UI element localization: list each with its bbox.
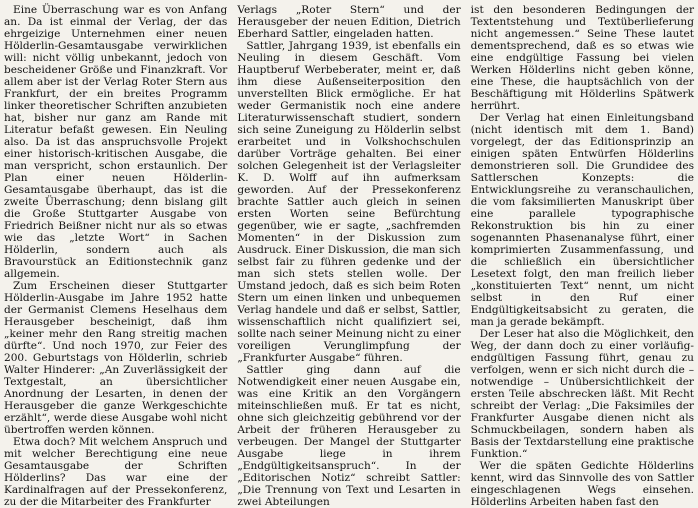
paragraph-continued: ist den besonderen Bedingungen der Textentstehung und Textüberlieferung nicht angemessen.“ Seine These lautet dementsprechend, daß es so etwas wie eine endgültige Fassung bei vielen Werken Hölderlins nicht geben könne, eine These, die hauptsächlich von der Beschäftigung mit Hölderlins Spätwerk herrührt. xyxy=(470,4,694,112)
paragraph: Eine Überraschung war es von Anfang an. Da ist einmal der Verlag, der das ehrgeizige Unternehmen einer neuen Hölderlin-Gesamtausgabe verwirklichen will: nicht völlig unbekannt, jedoch von bescheidener Größe und Finanzkraft. Vor allem aber ist der Verlag Roter Stern aus Frankfurt, der ein breites Programm linker theoretischer Schriften anzubieten hat, bisher nur ganz am Rande mit Literatur befaßt gewesen. Ein Neuling also. Da ist das anspruchsvolle Projekt einer historisch-kritischen Ausgabe, die man verspricht, schon erstaunlich. Der Plan einer neuen Hölderlin-Gesamtausgabe überhaupt, das ist die zweite Überraschung; denn bislang gilt die Große Stuttgarter Ausgabe von Friedrich Beißner nicht nur als so etwas wie das „letzte Wort“ in Sachen Hölderlin, sondern auch als Bravourstück an Editionstechnik ganz allgemein. xyxy=(4,4,228,280)
paragraph-continued: Verlags „Roter Stern“ und der Herausgeber der neuen Edition, Dietrich Eberhard Sattler, eingeladen hatten. xyxy=(237,4,461,40)
article-column-3 xyxy=(470,4,694,508)
paragraph: Sattler ging dann auf die Notwendigkeit einer neuen Ausgabe ein, was eine Kritik an den Vorgängern miteinschließen muß. Er tat es nicht, ohne sich gleichzeitig gebührend vor der Arbeit der früheren Herausgeber zu verbeugen. Der Mangel der Stuttgarter Ausgabe liege in ihrem „Endgültigkeitsanspruch“. In der „Editorischen Notiz“ schreibt Sattler: „Die Trennung von Text und Lesarten in zwei Abteilungen xyxy=(237,364,461,508)
article-column-1 xyxy=(4,4,228,508)
paragraph: Sattler, Jahrgang 1939, ist ebenfalls ein Neuling in diesem Geschäft. Vom Hauptberuf Werbeberater, meint er, daß ihm diese Außenseiterposition den unverstellten Blick ermögliche. Er hat weder Germanistik noch eine andere Literaturwissenschaft studiert, sondern sich seine Zuneigung zu Hölderlin selbst erarbeitet und in Volkshochschulen darüber Vorträge gehalten. Bei einer solchen Gelegenheit ist der Verlagsleiter K. D. Wolff auf ihn aufmerksam geworden. Auf der Pressekonferenz brachte Sattler auch gleich in seinen ersten Worten seine Befürchtung gegenüber, wie er sagte, „sachfremden Momenten“ in der Diskussion zum Ausdruck. Einer Diskussion, die man sich selbst fair zu führen gedenke und der man sich stets stellen wolle. Der Umstand jedoch, daß es sich beim Roten Stern um einen linken und unbequemen Verlag handele und daß er selbst, Sattler, wissenschaftlich nicht qualifiziert sei, sollte nach seiner Meinung nicht zu einer voreiligen Verunglimpfung der „Frankfurter Ausgabe“ führen. xyxy=(237,40,461,364)
paragraph: Wer die späten Gedichte Hölderlins kennt, wird das Sinnvolle des von Sattler eingeschlagenen Wegs einsehen. Hölderlins Arbeiten haben fast den xyxy=(470,460,694,508)
paragraph: Zum Erscheinen dieser Stuttgarter Hölderlin-Ausgabe im Jahre 1952 hatte der Germanist Clemens Heselhaus dem Herausgeber bescheinigt, daß ihm „keiner mehr den Rang streitig machen dürfte“. Und noch 1970, zur Feier des 200. Geburtstags von Hölderlin, schrieb Walter Hinderer: „An Zuverlässigkeit der Textgestalt, an übersichtlicher Anordnung der Lesarten, in denen der Herausgeber die ganze Werkgeschichte erzählt“, werde diese Ausgabe wohl nicht übertroffen werden können. xyxy=(4,280,228,436)
article-column-2 xyxy=(237,4,461,508)
paragraph: Der Verlag hat einen Einleitungsband (nicht identisch mit dem 1. Band) vorgelegt, der das Editionsprinzip an einigen späten Entwürfen Hölderlins demonstrieren soll. Die Grundidee des Sattlerschen Konzepts: die Entwicklungsreihe zu veranschaulichen, die vom faksimilierten Manuskript über eine parallele typographische Rekonstruktion bis hin zu einer sogenannten Phasenanalyse führt, einer komprimierten Zusammenfassung, und die schließlich ein übersichtlicher Lesetext folgt, den man freilich lieber „konstituierten Text“ nennt, um nicht selbst in den Ruf einer Endgültigkeitsabsicht zu geraten, die man ja gerade bekämpft. xyxy=(470,112,694,328)
paragraph: Der Leser hat also die Möglichkeit, den Weg, der dann doch zu einer vorläufig-endgültigen Fassung führt, genau zu verfolgen, wenn er sich nicht durch die – notwendige – Unübersichtlichkeit der ersten Teile abschrecken läßt. Mit Recht schreibt der Verlag: „Die Faksimiles der Frankfurter Ausgabe dienen nicht als Schmuckbeilagen, sondern haben als Basis der Textdarstellung eine praktische Funktion.“ xyxy=(470,328,694,460)
paragraph: Etwa doch? Mit welchem Anspruch und mit welcher Berechtigung eine neue Gesamtausgabe der Schriften Hölderlins? Das war eine der Kardinalfragen auf der Pressekonferenz, zu der die Mitarbeiter des Frankfurter xyxy=(4,436,228,508)
